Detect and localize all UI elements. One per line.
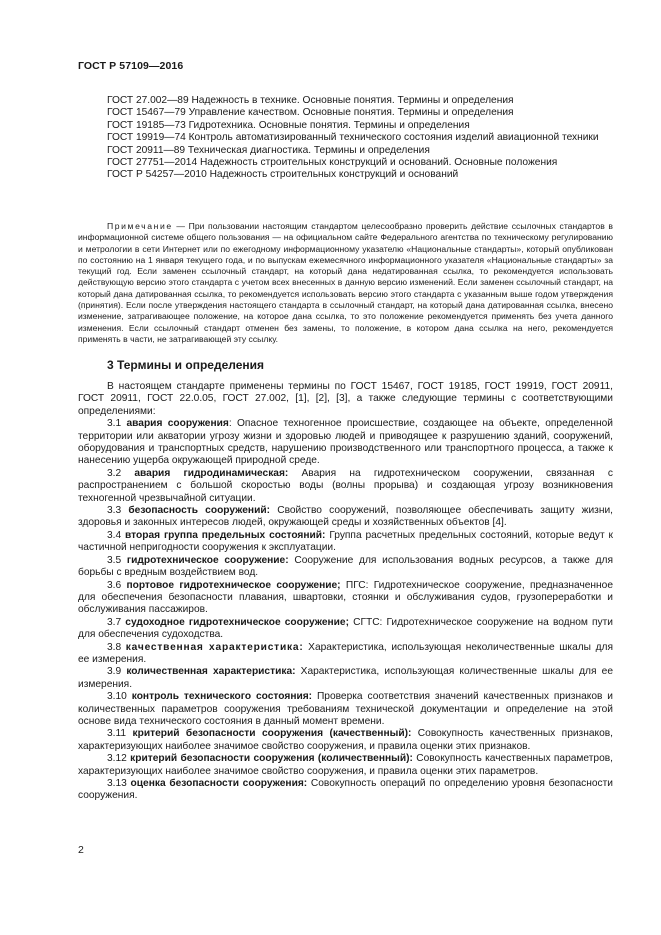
reference-item: ГОСТ 27751—2014 Надежность строительных конструкций и оснований. Основные положения bbox=[107, 157, 558, 169]
term-number: 3.11 bbox=[107, 728, 133, 740]
term-name: критерий безопасности сооружения (качественный): bbox=[132, 728, 412, 740]
term-number: 3.2 bbox=[107, 467, 135, 479]
note-label: Примечание bbox=[107, 221, 173, 231]
term-definition: Характеристика, использующая неколичественные шкалы для ее измерения. bbox=[78, 641, 613, 665]
intro-paragraph: В настоящем стандарте применены термины по ГОСТ 15467, ГОСТ 19185, ГОСТ 19919, ГОСТ 20911, ГОСТ 20911, ГОСТ 22.0.05, ГОСТ 27.002, [1], [2], [3], а также следующие термины с соответствующими определениями: bbox=[78, 381, 613, 417]
term-definition: Совокупность операций по определению уровня безопасности сооружения. bbox=[78, 778, 613, 802]
term-name: вторая группа предельных состояний: bbox=[125, 529, 326, 541]
reference-item: ГОСТ 20911—89 Техническая диагностика. Термины и определения bbox=[107, 144, 430, 156]
section-title: 3 Термины и определения bbox=[107, 358, 265, 372]
term-definition: ПГС: Гидротехническое сооружение, предназначенное для обеспечения безопасности плавания, швартовки, стоянки и обслуживания судов, грузопереработки и обслуживания пассажиров. bbox=[78, 579, 614, 616]
term-entry bbox=[78, 642, 613, 667]
term-entry bbox=[78, 617, 613, 642]
term-name: количественная характеристика: bbox=[126, 666, 296, 678]
term-entry bbox=[78, 555, 613, 580]
term-number: 3.13 bbox=[107, 778, 131, 789]
term-name: гидротехническое сооружение: bbox=[126, 554, 289, 566]
reference-item: ГОСТ 27.002—89 Надежность в технике. Основные понятия. Термины и определения bbox=[107, 95, 514, 106]
term-name: качественная характеристика: bbox=[125, 641, 304, 653]
term-name: критерий безопасности сооружения (количественный): bbox=[130, 753, 413, 765]
term-definition: Совокупность качественных параметров, характеризующих наиболее значимое свойство сооружения, и правила оценки этих параметров. bbox=[78, 753, 613, 777]
term-entry bbox=[78, 580, 613, 617]
term-number: 3.12 bbox=[107, 753, 131, 765]
reference-item: ГОСТ 19185—73 Гидротехника. Основные понятия. Термины и определения bbox=[107, 119, 470, 131]
term-entry bbox=[78, 691, 613, 728]
term-entry bbox=[78, 728, 613, 753]
term-entry bbox=[78, 418, 613, 468]
term-number: 3.1 bbox=[107, 418, 127, 430]
term-definition: Совокупность качественных признаков, характеризующих наиболее значимое свойство сооружения, и правила оценки этих признаков. bbox=[78, 728, 613, 752]
reference-item: ГОСТ Р 54257—2010 Надежность строительных конструкций и оснований bbox=[107, 169, 459, 181]
term-definition: СГТС: Гидротехническое сооружение на водном пути для обеспечения судоходства. bbox=[78, 616, 613, 641]
term-number: 3.3 bbox=[107, 505, 129, 517]
term-number: 3.9 bbox=[107, 666, 127, 678]
term-definition: : Опасное техногенное происшествие, создающее на объекте, определенной территории или акватории угрозу жизни и здоровью людей и приводящее к разрушению зданий, сооружений, оборудования и транспортных средств, нарушению производственного или транспортного процесса, а также к нанесению ущерба окружающей природной среде. bbox=[78, 418, 613, 467]
term-entry bbox=[78, 468, 613, 505]
term-name: оценка безопасности сооружения: bbox=[130, 778, 308, 789]
term-name: судоходное гидротехническое сооружение; bbox=[125, 616, 349, 628]
term-number: 3.4 bbox=[107, 529, 126, 541]
term-name: авария сооружения bbox=[126, 418, 229, 430]
term-entry bbox=[78, 505, 613, 530]
term-name: авария гидродинамическая: bbox=[134, 467, 289, 479]
term-number: 3.10 bbox=[107, 691, 132, 703]
page-number: 2 bbox=[78, 844, 84, 856]
reference-item: ГОСТ 19919—74 Контроль автоматизированный технического состояния изделий авиационной техники bbox=[107, 132, 599, 144]
term-entry bbox=[78, 666, 613, 691]
term-entry bbox=[78, 530, 613, 555]
term-entry bbox=[78, 778, 613, 803]
term-name: безопасность сооружений: bbox=[128, 505, 271, 517]
reference-list bbox=[78, 95, 613, 182]
terms-body bbox=[78, 381, 613, 803]
term-entry bbox=[78, 753, 613, 778]
term-definition: Сооружение для использования водных ресурсов, а также для борьбы с вредным воздействием вод. bbox=[78, 554, 613, 579]
term-number: 3.7 bbox=[107, 616, 126, 628]
term-number: 3.8 bbox=[107, 641, 126, 653]
note-text: — При пользовании настоящим стандартом целесообразно проверить действие ссылочных стандартов в информационной системе общего пользования — на официальном сайте Федерального агентства по техническому регулированию и метрологии в сети Интернет или по ежегодному информационному указателю «Национальные стандарты», который опубликован по состоянию на 1 января текущего года, и по выпускам ежемесячного информационного указателя «Национальные стандарты» за текущий год. Если заменен ссылочный стандарт, на который дана недатированная ссылка, то рекомендуется использовать действующую версию этого стандарта с учетом всех внесенных в данную версию изменений. Если заменен ссылочный стандарт, на который дана датированная ссылка, то рекомендуется использовать версию этого стандарта с указанным выше годом утверждения (принятия). Если после утверждения настоящего стандарта в ссылочный стандарт, на который дана датированная ссылка, внесено изменение, затрагивающее положение, на которое дана ссылка, то это положение рекомендуется применять без учета данного изменения. Если ссылочный стандарт отменен без замены, то положение, в котором дана ссылка на него, рекомендуется применять в части, не затрагивающей эту ссылку. bbox=[78, 221, 613, 344]
term-number: 3.6 bbox=[107, 579, 127, 591]
term-definition: Характеристика, использующая количественные шкалы для ее измерения. bbox=[78, 666, 613, 690]
term-definition: Авария на гидротехническом сооружении, связанная с распространением с большой скоростью воды (волны прорыва) и создающая угрозу возникновения техногенной чрезвычайной ситуации. bbox=[78, 467, 613, 504]
term-number: 3.5 bbox=[107, 554, 127, 566]
note-paragraph bbox=[78, 221, 613, 345]
standard-header: ГОСТ Р 57109—2016 bbox=[78, 60, 184, 72]
term-definition: Проверка соответствия значений качественных признаков и количественных параметров сооружения требованиям технической документации и определение на этой основе вида технического состояния в данный момент времени. bbox=[78, 691, 613, 727]
term-name: контроль технического состояния: bbox=[131, 691, 313, 703]
term-name: портовое гидротехническое сооружение; bbox=[126, 579, 341, 591]
term-definition: Свойство сооружений, позволяющее обеспечивать защиту жизни, здоровья и законных интересов людей, окружающей среды и хозяйственных объектов [4]. bbox=[78, 505, 613, 529]
term-definition: Группа расчетных предельных состояний, которые ведут к частичной непригодности сооружения к эксплуатации. bbox=[78, 529, 613, 554]
reference-item: ГОСТ 15467—79 Управление качеством. Основные понятия. Термины и определения bbox=[107, 107, 514, 119]
